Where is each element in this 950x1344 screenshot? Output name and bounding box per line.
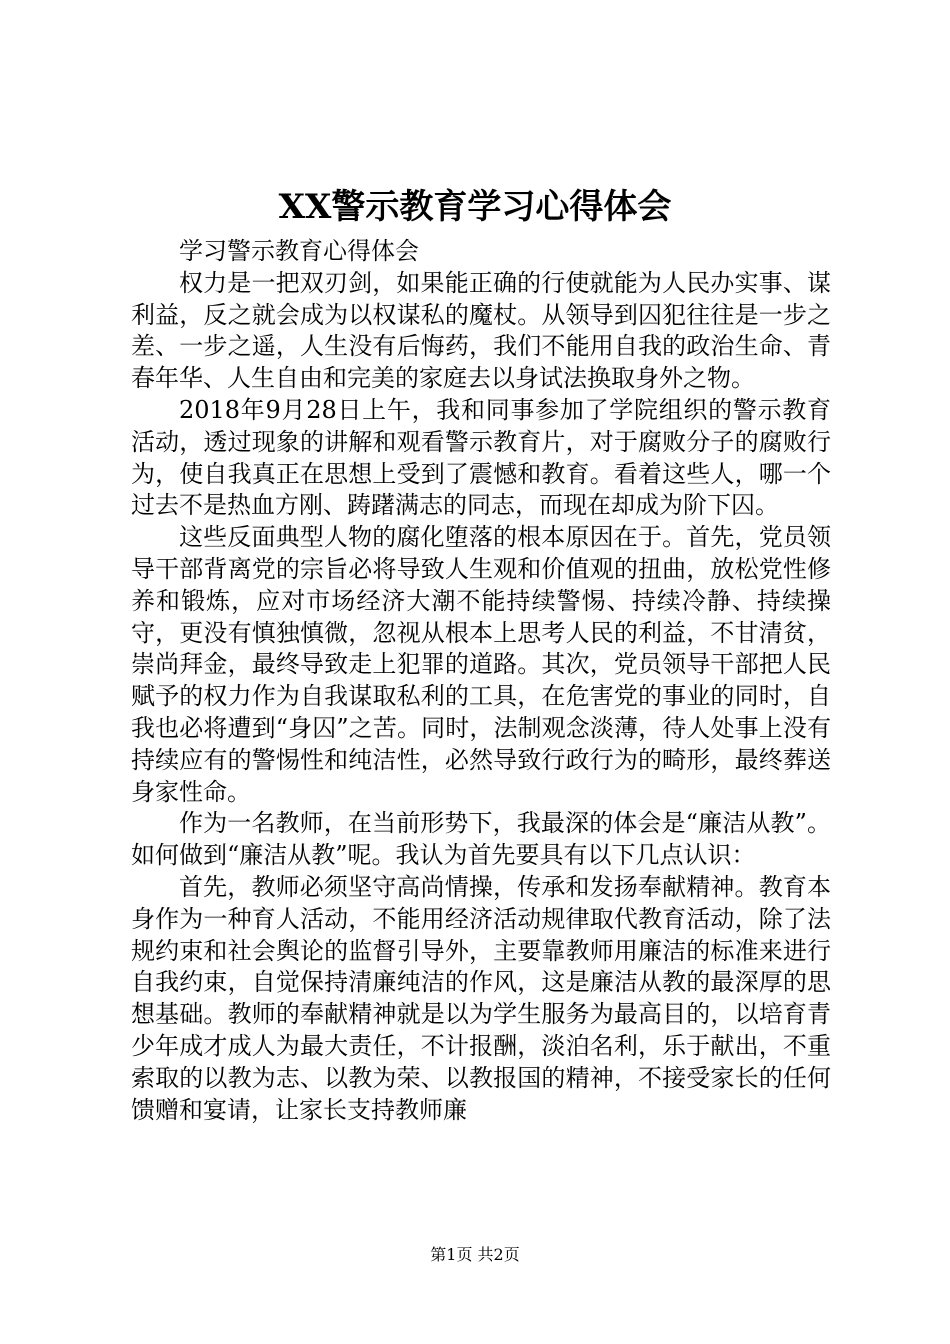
paragraph-subtitle: 学习警示教育心得体会 (179, 237, 419, 265)
page-number-footer: 第1页 共2页 (430, 1245, 520, 1264)
document-body (131, 236, 831, 1126)
paragraph: 首先，教师必须坚守高尚情操，传承和发扬奉献精神。教育本身作为一种育人活动，不能用经济活动规律取代教育活动，除了法规约束和社会舆论的监督引导外，主要靠教师用廉洁的标准来进行自我约束，自觉保持清廉纯洁的作风，这是廉洁从教的最深厚的思想基础。教师的奉献精神就是以为学生服务为最高目的，以培育青少年成才成人为最大责任，不计报酬，淡泊名利，乐于献出，不重索取的以教为志、以教为荣、以教报国的精神，不接受家长的任何馈赠和宴请，让家长支持教师廉 (131, 872, 831, 1124)
paragraph: 作为一名教师，在当前形势下，我最深的体会是“廉洁从教”。如何做到“廉洁从教”呢。我认为首先要具有以下几点认识： (131, 809, 831, 870)
paragraph: 权力是一把双刃剑，如果能正确的行使就能为人民办实事、谋利益，反之就会成为以权谋私的魔杖。从领导到囚犯往往是一步之差、一步之遥，人生没有后悔药，我们不能用自我的政治生命、青春年华、人生自由和完美的家庭去以身试法换取身外之物。 (131, 268, 831, 393)
document-title: XX警示教育学习心得体会 (278, 187, 672, 227)
paragraph: 2018年9月28日上午，我和同事参加了学院组织的警示教育活动，透过现象的讲解和观看警示教育片，对于腐败分子的腐败行为，使自我真正在思想上受到了震憾和教育。看着这些人，哪一个过去不是热血方刚、踌躇满志的同志，而现在却成为阶下囚。 (131, 395, 831, 520)
paragraph: 这些反面典型人物的腐化堕落的根本原因在于。首先，党员领导干部背离党的宗旨必将导致人生观和价值观的扭曲，放松党性修养和锻炼，应对市场经济大潮不能持续警惕、持续冷静、持续操守，更没有慎独慎微，忽视从根本上思考人民的利益，不甘清贫，崇尚拜金，最终导致走上犯罪的道路。其次，党员领导干部把人民赋予的权力作为自我谋取私利的工具，在危害党的事业的同时，自我也必将遭到“身囚”之苦。同时，法制观念淡薄，待人处事上没有持续应有的警惕性和纯洁性，必然导致行政行为的畸形，最终葬送身家性命。 (131, 523, 831, 806)
